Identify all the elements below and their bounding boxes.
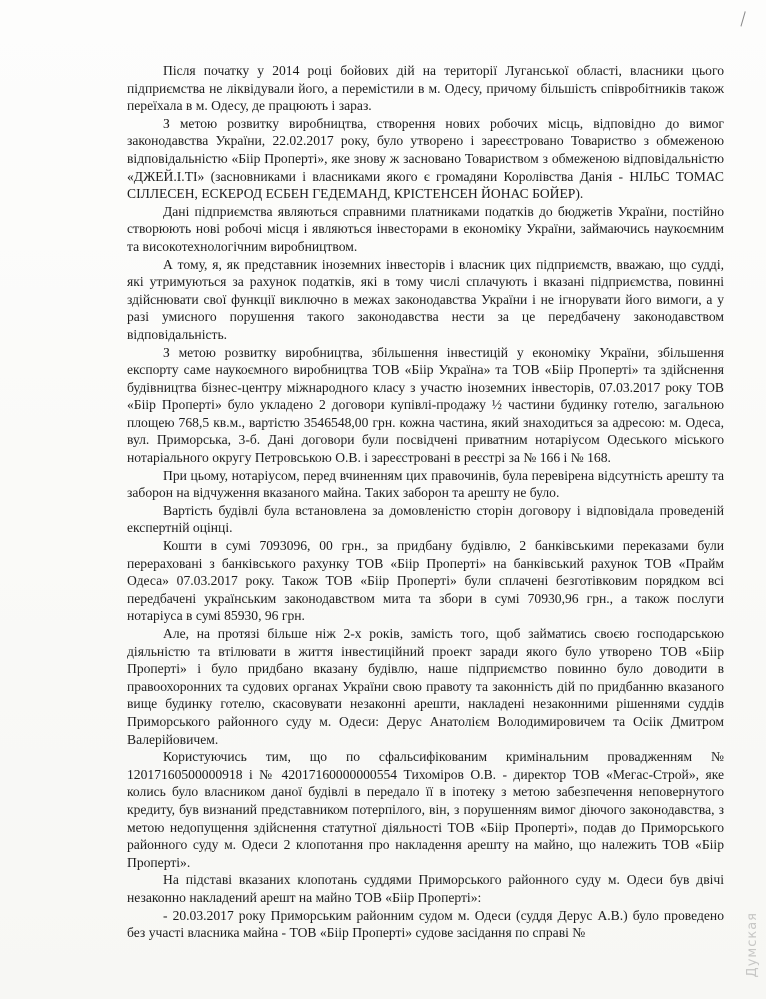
document-body — [127, 62, 724, 942]
paragraph-judges-duty: А тому, я, як представник іноземних інвесторів і власник цих підприємств, вважаю, що судді, які утримуються за рахунок податків, які в тому числі сплачують і вказані підприємства, повинні здійснювати свої функції виключно в межах законодавства України і не ігнорувати його вимоги, а у разі умисного порушення такого законодавства нести за це передбачену законодавством відповідальність. — [127, 256, 724, 342]
paragraph-arrest-intro: На підставі вказаних клопотань суддями Приморського районного суду м. Одеси був двічі незаконно накладений арешт на майно ТОВ «Біір Проперті»: — [127, 872, 724, 905]
corner-pen-mark: \ — [733, 6, 753, 31]
watermark-logo: Думская — [745, 911, 760, 977]
paragraph-notary-check: При цьому, нотаріусом, перед вчиненням цих правочинів, була перевірена відсутність арешту та заборон на відчуження вказаного майна. Таких заборон та арешту не було. — [127, 467, 724, 501]
paragraph-valuation: Вартість будівлі була встановлена за домовленістю сторін договору і відповідала проведеній експертній оцінці. — [127, 502, 724, 536]
paragraph-litigation: Але, на протязі більше ніж 2-х років, замість того, щоб займатись своєю господарською діяльністю та втілювати в життя інвестиційний проект заради якого було утворено ТОВ «Біір Проперті» і було придбано вказану будівлю, наше підприємство повинно було доводити в правоохоронних та судових органах України свою правоту та законність дій по придбанню вказаного вище будинку готелю, скасовувати незаконні арешти, накладені незаконними рішеннями суддів Приморського районного суду м. Одеси: Дерус Анатолієм Володимировичем та Осіік Дмитром Валерійовичем. — [127, 626, 724, 747]
paragraph-relocation: Після початку у 2014 році бойових дій на території Луганської області, власники цього підприємства не ліквідували його, а перемістили в м. Одесу, причому більшість співробітників також переїхала в м. Одесу, де працюють і зараз. — [127, 63, 724, 114]
paragraph-purchase-contracts: З метою розвитку виробництва, збільшення інвестицій у економіку України, збільшення експорту саме наукоємного виробництва ТОВ «Біір Україна» та ТОВ «Біір Проперті» та здійснення будівництва бізнес-центру міжнародного класу з участю іноземних інвесторів, 07.03.2017 року ТОВ «Біір Проперті» було укладено 2 договори купівлі-продажу ½ частини будинку готелю, загальною площею 768,5 кв.м., вартістю 3546548,00 грн. кожна частина, який знаходиться за адресою: м. Одеса, вул. Приморська, 3-б. Дані договори були посвідчені приватним нотаріусом Одеського міського нотаріального округу Петровською О.В. і зареєстровані в реєстрі за № 166 і № 168. — [127, 344, 724, 466]
paragraph-taxpayers: Дані підприємства являються справними платниками податків до бюджетів України, постійно створюють нові робочі місця і являються інвесторами в економіку України, займаючись наукоємним та високотехнологічним виробництвом. — [127, 203, 724, 254]
paragraph-payment: Кошти в сумі 7093096, 00 грн., за придбану будівлю, 2 банківськими переказами були перераховані з банківського рахунку ТОВ «Біір Проперті» на банківський рахунок ТОВ «Прайм Одеса» 07.03.2017 року. Також ТОВ «Біір Проперті» були сплачені безготівковим порядком всі передбачені українським законодавством мита та збори в сумі 70930,96 грн., а також послуги нотаріуса в сумі 85930, 96 грн. — [127, 538, 724, 624]
paragraph-company-founding: З метою розвитку виробництва, створення нових робочих місць, відповідно до вимог законодавства України, 22.02.2017 року, було утворено і зареєстровано Товариство з обмеженою відповідальністю «Біір Проперті», яке знову ж засновано Товариством з обмеженою відповідальністю «ДЖЕЙ.І.ТІ» (засновниками і власниками якого є громадяни Королівства Данія - НІЛЬС ТОМАС СІЛЛЕСЕН, ЕСКЕРОД ЕСБЕН ГЕДЕМАНД, КРІСТЕНСЕН ЙОНАС БОЙЕР). — [127, 115, 724, 202]
paragraph-criminal-proceedings: Користуючись тим, що по сфальсифікованим кримінальним провадженням № 12017160500000918 і № 42017160000000554 Тихоміров О.В. - директор ТОВ «Мегас-Строй», яке колись було власником даної будівлі в передало її в іпотеку з метою забезпечення неповернутого кредиту, був визнаний представником потерпілого, він, з порушенням вимог діючого законодавства, з метою недопущення здійснення статутної діяльності ТОВ «Біір Проперті», подав до Приморського районного суду м. Одеси 2 клопотання про накладення арешту на майно, що належить ТОВ «Біір Проперті». — [127, 749, 724, 870]
paragraph-first-arrest: - 20.03.2017 року Приморським районним судом м. Одеси (суддя Дерус А.В.) було проведено без участі власника майна - ТОВ «Біір Проперті» судове засідання по справі № — [127, 907, 724, 941]
